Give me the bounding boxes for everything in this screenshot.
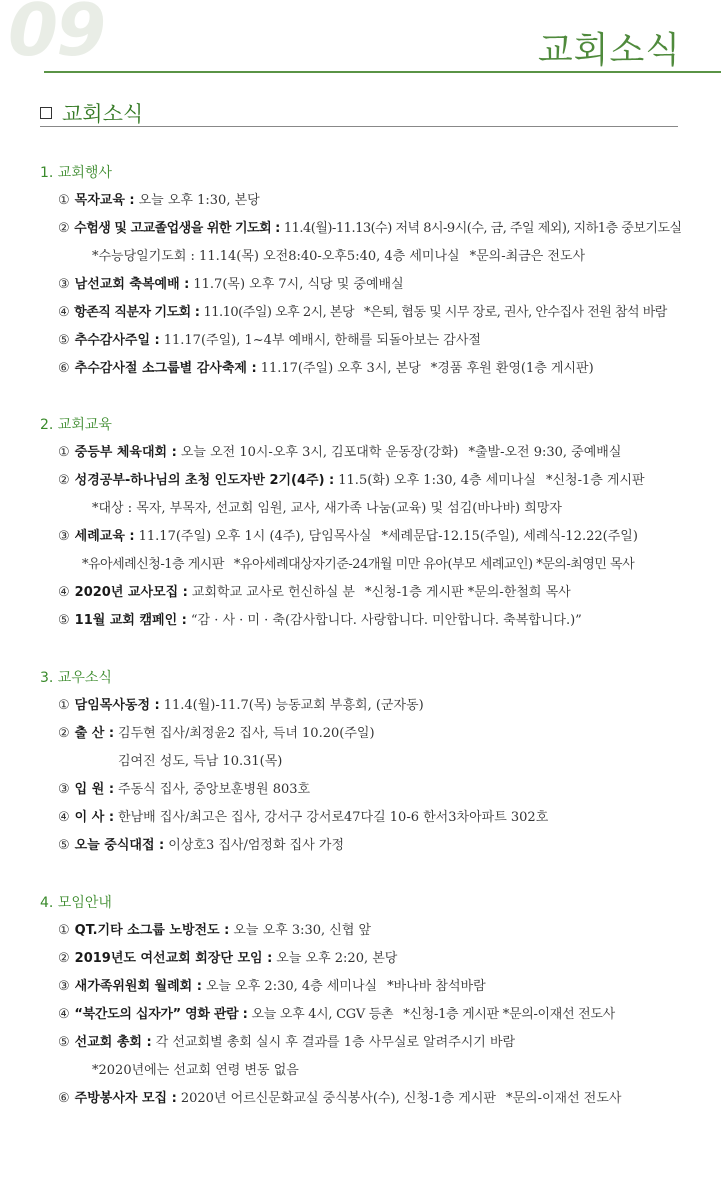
item-number: ① <box>58 698 70 713</box>
item-number: ② <box>58 221 70 236</box>
list-item <box>58 834 344 853</box>
item-number: ⑤ <box>58 1035 70 1050</box>
list-item <box>58 806 548 825</box>
item-note: *출발-오전 9:30, 중예배실 <box>468 445 622 460</box>
item-label: 항존직 직분자 기도회 : <box>74 305 200 320</box>
item-label: 새가족위원회 월례회 : <box>74 979 202 994</box>
square-bullet-icon <box>40 107 52 119</box>
list-item <box>58 919 371 938</box>
list-item <box>58 1003 615 1022</box>
list-item <box>58 694 424 713</box>
item-note: *문의-이재선 전도사 <box>505 1091 622 1106</box>
category-title: 4. 모임안내 <box>40 895 112 911</box>
item-label: 출 산 : <box>74 726 115 741</box>
item-label: 오늘 중식대접 : <box>74 838 165 853</box>
item-label: 추수감사절 소그룹별 감사축제 : <box>74 361 257 376</box>
item-number: ④ <box>58 1007 70 1022</box>
item-note: *문의-최금은 전도사 <box>469 249 586 264</box>
item-note: *경품 후원 환영(1층 게시판) <box>430 361 594 376</box>
category-title: 2. 교회교육 <box>40 417 112 433</box>
item-text: 이상호3 집사/엄정화 집사 가정 <box>168 838 345 853</box>
item-text: “감 · 사 · 미 · 축(감사합니다. 사랑합니다. 미안합니다. 축복합니다.)” <box>190 613 582 628</box>
item-label: 선교회 총회 : <box>74 1035 152 1050</box>
item-number: ② <box>58 951 70 966</box>
item-label: 주방봉사자 모집 : <box>74 1091 177 1106</box>
item-text: 오늘 오후 2:20, 본당 <box>276 951 398 966</box>
item-text: 김두현 집사/최정윤2 집사, 득녀 10.20(주일) <box>118 726 375 741</box>
item-number: ② <box>58 473 70 488</box>
item-note: *바나바 참석바람 <box>387 979 486 994</box>
item-text: 11.7(목) 오후 7시, 식당 및 중예배실 <box>193 277 404 292</box>
item-text: 11.17(주일), 1~4부 예배시, 한해를 되돌아보는 감사절 <box>163 333 481 348</box>
item-label: 이 사 : <box>74 810 115 825</box>
item-note: *신청-1층 게시판 <box>545 473 645 488</box>
list-item <box>58 469 645 488</box>
item-label: 목자교육 : <box>74 193 135 208</box>
item-label: 세례교육 : <box>74 529 135 544</box>
list-item <box>58 1031 515 1050</box>
list-item <box>58 947 397 966</box>
page-number: 09 <box>8 0 105 72</box>
list-item <box>58 609 582 628</box>
item-text: 오늘 오후 4시, CGV 등촌 <box>251 1007 394 1022</box>
item-note: *세례문답-12.15(주일), 세례식-12.22(주일) <box>381 529 638 544</box>
item-number: ④ <box>58 305 70 320</box>
item-number: ⑥ <box>58 1091 70 1106</box>
item-number: ③ <box>58 529 70 544</box>
item-text: 11.5(화) 오후 1:30, 4층 세미나실 <box>338 473 536 488</box>
item-number: ③ <box>58 782 70 797</box>
item-label: 담임목사동정 : <box>74 698 160 713</box>
item-number: ⑤ <box>58 613 70 628</box>
page-title: 교회소식 <box>537 30 681 71</box>
item-text: 주동식 집사, 중앙보훈병원 803호 <box>118 782 311 797</box>
list-item <box>58 722 375 741</box>
item-note: *유아세례대상자기준-24개월 미만 유아(부모 세례교인) *문의-최영민 목사 <box>233 557 635 572</box>
item-label: 남선교회 축복예배 : <box>74 277 190 292</box>
list-item <box>58 189 260 208</box>
item-label: QT.기타 소그룹 노방전도 : <box>74 923 230 938</box>
item-text: 11.4(월)-11.13(수) 저녁 8시-9시(수, 금, 주일 제외), 지하1층 중보기도실 <box>283 221 682 236</box>
item-text: 교회학교 교사로 헌신하실 분 <box>191 585 355 600</box>
item-label: “북간도의 십자가” 영화 관람 : <box>74 1007 248 1022</box>
list-item-continuation <box>118 750 282 769</box>
list-item <box>58 301 667 320</box>
item-number: ⑤ <box>58 333 70 348</box>
item-number: ⑤ <box>58 838 70 853</box>
title-divider <box>44 71 721 73</box>
item-text: 11.4(월)-11.7(목) 능동교회 부흥회, (군자동) <box>163 698 424 713</box>
list-item <box>58 329 481 348</box>
list-item <box>58 273 404 292</box>
item-text: 김여진 성도, 득남 10.31(목) <box>118 754 283 769</box>
item-text: 11.10(주일) 오후 2시, 본당 <box>203 305 355 320</box>
section-divider <box>40 126 678 127</box>
list-item <box>58 441 621 460</box>
item-text: 오늘 오후 3:30, 신협 앞 <box>233 923 372 938</box>
item-number: ③ <box>58 979 70 994</box>
item-text: 11.17(주일) 오후 3시, 본당 <box>260 361 421 376</box>
item-number: ① <box>58 445 70 460</box>
list-item-continuation <box>92 245 585 264</box>
category-title: 1. 교회행사 <box>40 165 112 181</box>
item-text: *대상 : 목자, 부목자, 선교회 임원, 교사, 새가족 나눔(교육) 및 섬김(바나바) 희망자 <box>92 501 562 516</box>
list-item-continuation <box>92 497 562 516</box>
item-note: *신청-1층 게시판 *문의-이재선 전도사 <box>403 1007 615 1022</box>
item-text: 한남배 집사/최고은 집사, 강서구 강서로47다길 10-6 한서3차아파트 302호 <box>118 810 549 825</box>
item-label: 11월 교회 캠페인 : <box>74 613 187 628</box>
item-label: 수험생 및 고교졸업생을 위한 기도회 : <box>74 221 280 236</box>
item-label: 중등부 체육대회 : <box>74 445 177 460</box>
item-text: *2020년에는 선교회 연령 변동 없음 <box>92 1063 299 1078</box>
item-label: 2020년 교사모집 : <box>74 585 188 600</box>
item-label: 입 원 : <box>74 782 115 797</box>
item-text: 오늘 오전 10시-오후 3시, 김포대학 운동장(강화) <box>180 445 459 460</box>
list-item <box>58 581 571 600</box>
list-item <box>58 525 638 544</box>
item-number: ④ <box>58 585 70 600</box>
item-label: 추수감사주일 : <box>74 333 160 348</box>
list-item <box>58 217 682 236</box>
item-label: 2019년도 여선교회 회장단 모임 : <box>74 951 273 966</box>
item-number: ⑥ <box>58 361 70 376</box>
item-label: 성경공부-하나님의 초청 인도자반 2기(4주) : <box>74 473 335 488</box>
item-text: 11.17(주일) 오후 1시 (4주), 담임목사실 <box>138 529 372 544</box>
list-item <box>58 357 594 376</box>
item-number: ① <box>58 923 70 938</box>
item-text: 2020년 어르신문화교실 중식봉사(수), 신청-1층 게시판 <box>180 1091 496 1106</box>
section-title: 교회소식 <box>62 102 144 126</box>
item-number: ② <box>58 726 70 741</box>
item-number: ③ <box>58 277 70 292</box>
list-item <box>58 975 486 994</box>
item-text: *유아세례신청-1층 게시판 <box>82 557 224 572</box>
category-title: 3. 교우소식 <box>40 670 112 686</box>
list-item-continuation <box>92 1059 299 1078</box>
item-number: ④ <box>58 810 70 825</box>
item-number: ① <box>58 193 70 208</box>
list-item <box>58 778 310 797</box>
item-text: 오늘 오후 1:30, 본당 <box>138 193 260 208</box>
item-note: *은퇴, 협동 및 시무 장로, 권사, 안수집사 전원 참석 바람 <box>364 305 667 320</box>
item-text: 오늘 오후 2:30, 4층 세미나실 <box>205 979 378 994</box>
section-heading <box>40 98 143 128</box>
item-text: *수능당일기도회 : 11.14(목) 오전8:40-오후5:40, 4층 세미나실 <box>92 249 460 264</box>
item-text: 각 선교회별 총회 실시 후 결과를 1층 사무실로 알려주시기 바람 <box>155 1035 516 1050</box>
list-item <box>58 1087 621 1106</box>
list-item-continuation <box>82 553 634 572</box>
item-note: *신청-1층 게시판 *문의-한철희 목사 <box>364 585 571 600</box>
